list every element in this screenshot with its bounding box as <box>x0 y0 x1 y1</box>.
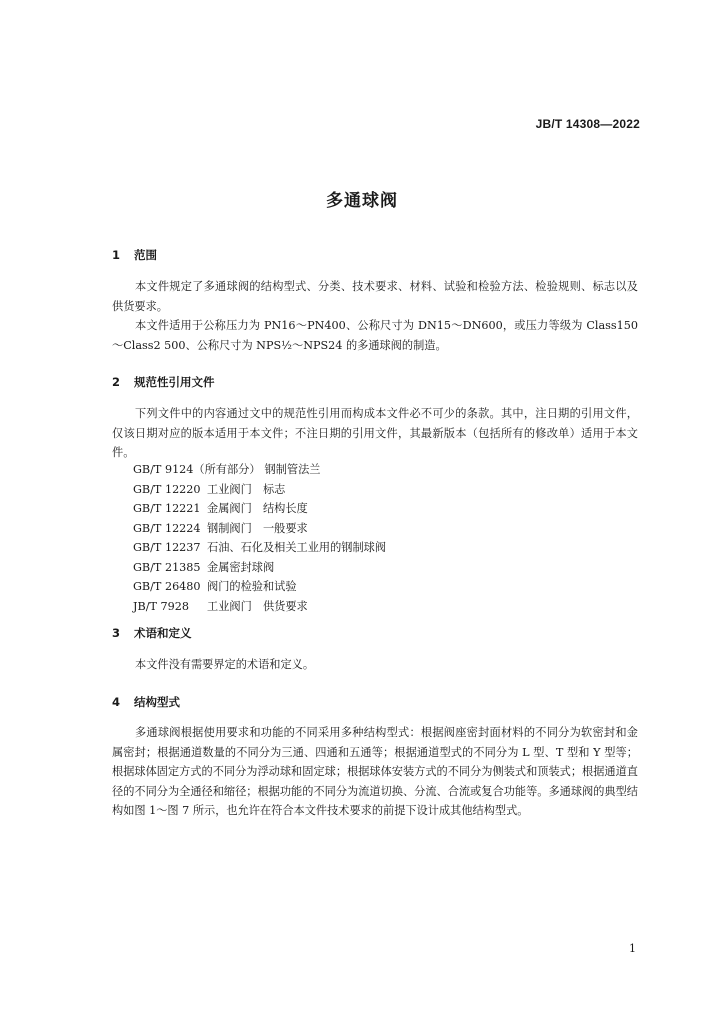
section-title: 范围 <box>134 248 157 262</box>
section-title: 规范性引用文件 <box>134 375 215 389</box>
section-number: 2 <box>112 375 121 389</box>
reference-code: GB/T 12220 <box>133 482 201 496</box>
list-item <box>133 499 386 519</box>
list-item <box>133 597 386 617</box>
section-number: 1 <box>112 248 121 262</box>
reference-code: GB/T 21385 <box>133 560 201 574</box>
reference-title: 石油、石化及相关工业用的钢制球阀 <box>207 541 387 554</box>
list-item <box>133 538 386 558</box>
reference-title: 金属阀门 结构长度 <box>207 502 308 515</box>
section-heading-scope <box>112 247 157 263</box>
reference-code: GB/T 9124（所有部分） <box>133 463 261 476</box>
page-number: 1 <box>629 942 636 955</box>
reference-code: GB/T 12224 <box>133 521 201 535</box>
section-number: 3 <box>112 626 121 640</box>
reference-title: 工业阀门 供货要求 <box>207 599 308 613</box>
list-item <box>133 460 386 480</box>
standard-code: JB/T 14308—2022 <box>535 117 640 131</box>
reference-code: GB/T 26480 <box>133 580 201 593</box>
reference-title: 阀门的检验和试验 <box>207 580 297 593</box>
paragraph: 下列文件中的内容通过文中的规范性引用而构成本文件必不可少的条款。其中，注日期的引用文件，仅该日期对应的版本适用于本文件；不注日期的引用文件，其最新版本（包括所有的修改单）适用于本文件。 <box>112 407 638 459</box>
section-heading-structure <box>112 694 180 710</box>
reference-code: GB/T 12237 <box>133 541 201 554</box>
reference-code: JB/T 7928 <box>133 599 189 613</box>
paragraph: 本文件适用于公称压力为 PN16～PN400、公称尺寸为 DN15～DN600，或压力等级为 Class150～Class2 500、公称尺寸为 NPS½～NPS24 的多通球阀的制造。 <box>112 319 638 352</box>
section-heading-normative-references <box>112 374 215 390</box>
reference-title: 金属密封球阀 <box>207 560 275 574</box>
reference-code: GB/T 12221 <box>133 502 201 515</box>
reference-title: 钢制管法兰 <box>264 463 321 476</box>
list-item <box>133 480 386 500</box>
list-item <box>133 577 386 597</box>
section-title: 术语和定义 <box>134 626 192 640</box>
reference-list <box>133 460 386 616</box>
list-item <box>133 558 386 578</box>
reference-title: 钢制阀门 一般要求 <box>207 521 308 535</box>
paragraph: 本文件没有需要界定的术语和定义。 <box>135 658 315 671</box>
page-title: 多通球阀 <box>326 191 398 211</box>
reference-title: 工业阀门 标志 <box>207 482 286 496</box>
list-item <box>133 519 386 539</box>
paragraph: 多通球阀根据使用要求和功能的不同采用多种结构型式：根据阀座密封面材料的不同分为软密封和金属密封；根据通道数量的不同分为三通、四通和五通等；根据通道型式的不同分为 L 型、T 型和 Y 型等；根据球体固定方式的不同分为浮动球和固定球；根据球体安装方式的不同分为侧装式和顶装式；根据通道直径的不同分为全通径和缩径；根据功能的不同分为流道切换、分流、合流或复合功能等。多通球阀的典型结构如图 1～图 7 所示，也允许在符合本文件技术要求的前提下设计成其他结构型式。 <box>112 726 638 817</box>
section-heading-terms-and-definitions <box>112 625 192 641</box>
paragraph: 本文件规定了多通球阀的结构型式、分类、技术要求、材料、试验和检验方法、检验规则、标志以及供货要求。 <box>112 280 638 313</box>
section-number: 4 <box>112 695 121 709</box>
section-title: 结构型式 <box>134 695 180 709</box>
